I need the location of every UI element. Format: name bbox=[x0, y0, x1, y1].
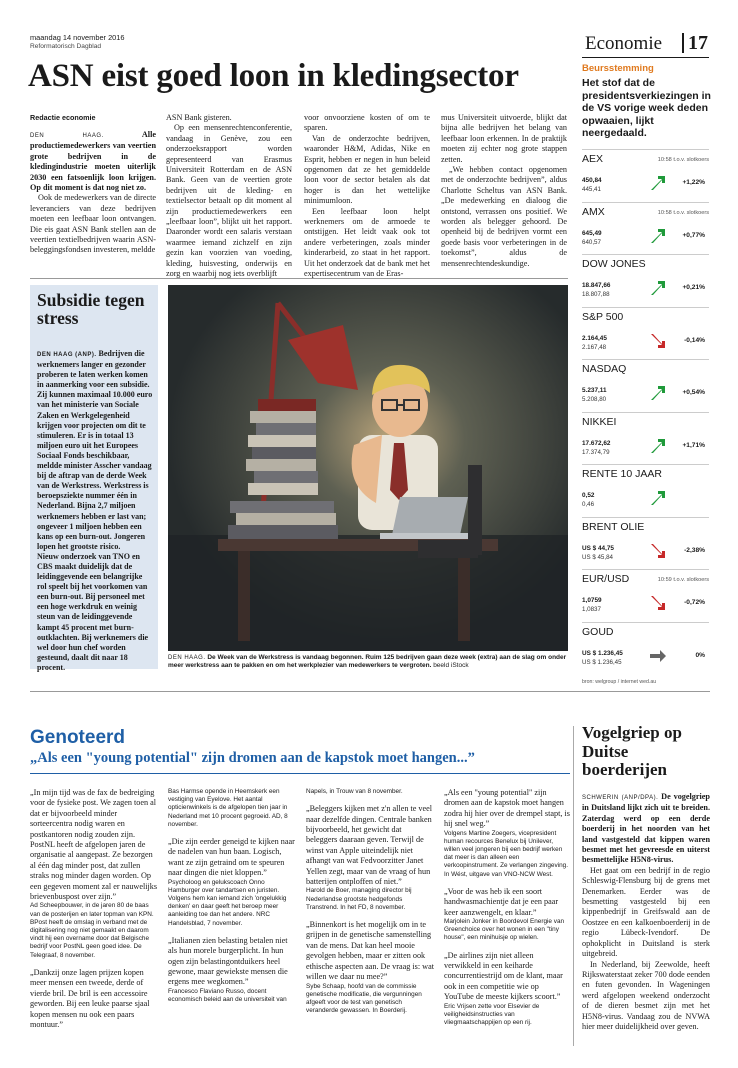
caption-location: DEN HAAG. bbox=[168, 655, 206, 661]
source-russo: Francesco Flaviano Russo, docent economisch beleid aan de universiteit van bbox=[168, 987, 287, 1004]
trend-up-icon bbox=[649, 437, 667, 455]
source-harmse: Bas Harmse opende in Heemskerk een vestiging van Eyelove. Het aantal opticienwinkels is de afgelopen tien jaar in Nederland met 10 procent gegroeid. AD, 8 november. bbox=[168, 788, 288, 828]
stress-text-2: Nieuw onderzoek van TNO en CBS maakt duidelijk dat de leidinggevende een belangrijke rol speelt bij het voorkomen van een burn-out. Bij personeel met een hoge werkdruk en weinig steun van de leidinggevende kampt 45 procent met burn-outklachten. Bij werknemers die wel door hun chef worden gesteund, daalt dit naar 18 procent. bbox=[37, 551, 149, 672]
trend-up-icon bbox=[649, 384, 667, 402]
birdflu-body-2: In Nederland, bij Zeewolde, heeft Rijkswaterstaat zeker 700 dode eenden en futen gevonden. In Wageningen werd afgelopen weekend onderzocht of de dieren besmet zijn met het H5N8-virus. Vandaag zou de NVWA hier meer duidelijkheid over geven. bbox=[582, 959, 710, 1031]
lead-bottom-rule bbox=[30, 278, 568, 279]
section-header bbox=[582, 30, 709, 54]
birdflu-location: SCHWERIN (ANP/DPA). bbox=[582, 795, 659, 801]
market-previous: 5.208,80 bbox=[582, 396, 607, 403]
lead-col4-body2: „We hebben contact opgenomen met de onderzochte bedrijven”, aldus Charlotte Scheltus van ASN Bank. „De medewerking en dialoog die ontstond, verrassen ons positief. We worden als belegger gehoord. De openheid bij de bedrijven vormt een goede basis voor verbeteringen in de toekomst”, aldus de mensenrechtendeskundige. bbox=[441, 165, 567, 268]
lead-col3-body: voor onvoorziene kosten of om te sparen. bbox=[304, 113, 430, 133]
caption-text: De Week van de Werkstress is vandaag begonnen. Ruim 125 bedrijven gaan deze week (extra) aan de slag om onder meer werkstress aan te pakken en om het werkplezier van medewerkers te vergroten. bbox=[168, 654, 567, 670]
market-note: 10:58 t.o.v. slotkoers bbox=[657, 209, 709, 216]
source-schaap: Sybe Schaap, hoofd van de commissie genetische modificatie, die vergunningen afgeeft voor de test van genetisch veranderde gewassen. In Boerderij. bbox=[306, 982, 422, 1015]
masthead-rule bbox=[582, 57, 709, 58]
section-rule bbox=[30, 691, 710, 692]
market-value: US $ 44,75 bbox=[582, 544, 614, 552]
trend-up-icon bbox=[649, 279, 667, 297]
market-change: +1,22% bbox=[682, 179, 705, 186]
birdflu-body-1: Het gaat om een bedrijf in de regio Schleswig-Flensburg bij de grens met Denemarken. Eerder was de besmetting vastgesteld bij een kippenbedrijf in Greifswald aan de Oostzee en een kalkoenboerderij in de regio Lübeck-Ivendorf. De ophokplicht in Duitsland is sterk uitgebreid. bbox=[582, 865, 710, 959]
market-value: 2.164,45 bbox=[582, 334, 607, 342]
market-row bbox=[582, 307, 709, 360]
market-value: 5.237,11 bbox=[582, 387, 607, 394]
source-hamburger: Psycholoog en gelukscoach Onno Hamburger over tandartsen en juristen. Volgens hem kan iemand zich 'ongelukkig denken' en daar geeft het beroep meer aanleiding toe dan het andere. NRC Handelsblad, 7 november. bbox=[168, 878, 287, 927]
market-name: RENTE 10 JAAR bbox=[582, 468, 662, 480]
trend-flat-icon bbox=[649, 647, 667, 665]
lead-column-4 bbox=[441, 113, 567, 269]
quotes-column-1 bbox=[30, 788, 158, 1030]
market-change: +0,77% bbox=[682, 231, 705, 239]
photo-credit: beeld iStock bbox=[433, 662, 469, 670]
lead-col4-body: mus Universiteit uitvoerde, blijkt dat bijna alle bedrijven het belang van leefbaar loon erkennen. In de praktijk moeten zij echter nog grote stappen zetten. bbox=[441, 113, 567, 164]
source-vrijsen: Eric Vrijsen zette voor Elsevier de veiligheidsinstructies van vliegmaatschappijen op een rij. bbox=[444, 1002, 540, 1027]
market-change: +0,54% bbox=[682, 389, 705, 396]
trend-down-icon bbox=[649, 542, 667, 560]
market-previous: 17.374,79 bbox=[582, 448, 610, 456]
market-name: GOUD bbox=[582, 625, 614, 638]
lead-col3-body2: Van de onderzochte bedrijven, waaronder H&M, Adidas, Nike en Esprit, hebben er negen in hun beleid opgenomen dat ze het gemiddelde loon voor de sector betalen als dat hoger is dan het wettelijke minimumloon. bbox=[304, 133, 430, 206]
issue-date: maandag 14 november 2016 bbox=[30, 33, 125, 42]
lead-column-2 bbox=[166, 113, 292, 280]
birdflu-intro: De vogelgriep in Duitsland lijkt zich uit te breiden. Zaterdag werd op een derde boerderij in het noorden van het land vastgesteld dat kippen waren besmet met het gevreesde en uiterst besmettelijke H5N8-virus. bbox=[582, 792, 710, 865]
market-change: +0,21% bbox=[682, 284, 705, 291]
stress-text: Bedrijven die werknemers langer en gezonder proberen te laten werken komen in aanmerking voor een subsidie. Zij kunnen maximaal 10.000 euro van het ministerie van Sociale Zaken en Werkgelegenheid krijgen voor projecten om dit te stimuleren. Er is in totaal 13 miljoen euro uit het Europees Sociaal Fonds beschikbaar, meldde minister Asscher vandaag bij de aftrap van de derde Week van de Werkstress. Werkstress is beroepsziekte nummer één in Nederland. Bijna 2,7 miljoen werknemers hebben er last van; ongeveer 1 miljoen hebben een kans op een burn-out. Jongeren lopen het grootste risico. bbox=[37, 349, 153, 551]
lead-headline: ASN eist goed loon in kledingsector bbox=[28, 58, 519, 94]
trend-down-icon bbox=[649, 594, 667, 612]
source-zoegers: Volgens Martine Zoegers, vicepresident human recources Benelux bij Unilever, willen veel jongeren bij een bedrijf werken dat meer is dan alleen een verkoopinstrument. Ze verlangen zingeving. In Wést, uitgave van VNO-NCW West. bbox=[444, 829, 568, 878]
quote-handwas: „Voor de was heb ik een soort handwasmachientje dat je een paar keer aanzwengelt, en klaar.” bbox=[444, 886, 559, 917]
market-note: 10:59 t.o.v. slotkoers bbox=[657, 577, 709, 583]
quote-young-potential: „Als een "young potential" zijn dromen aan de kapstok moet hangen zodra hij hier over de drempel stapt, is hij snel weg.” bbox=[444, 788, 570, 829]
market-row bbox=[582, 622, 709, 675]
market-value: 450,84 bbox=[582, 177, 602, 184]
market-name: AMX bbox=[582, 205, 605, 218]
trend-up-icon bbox=[649, 227, 667, 245]
lead-column-1 bbox=[30, 130, 156, 256]
genoteerd-headline: „Als een "young potential" zijn dromen aan de kapstok moet hangen...” bbox=[30, 750, 475, 766]
section-name: Economie bbox=[585, 33, 663, 54]
quotes-column-2 bbox=[168, 788, 296, 1004]
markets-source: bron: welgroup / internet wed.au bbox=[582, 679, 657, 685]
quote-beleggers: „Beleggers kijken met z'n allen te veel naar dezelfde dingen. Centrale banken bijvoorbeeld, het gewicht dat beleggers daaraan geven. Terwijl de winst van Apple uiteindelijk niet afhangt van wat Fedvoorzitter Janet Yellen zegt, maar van de vraag of hun batterijen ontploffen of niet.” bbox=[306, 804, 433, 887]
market-value: 17.672,62 bbox=[582, 439, 611, 447]
market-name: DOW JONES bbox=[582, 258, 646, 270]
quote-fax: „In mijn tijd was de fax de bedreiging voor de fysieke post. We zagen toen al dat er bijvoorbeeld minder sorteercentra nodig waren en postkantoren nodig zouden zijn. PostNL heeft de afgelopen jaren de organisatie al aangepast. Ze bezorgen al één dag minder post, dat zullen straks nog minder dagen worden. Op een gegeven moment zal er nauwelijks brievenbuspost over zijn.” bbox=[30, 788, 158, 902]
market-name: NASDAQ bbox=[582, 363, 627, 375]
source-trouw: Napels, in Trouw van 8 november. bbox=[306, 788, 403, 795]
market-previous: 1,0837 bbox=[582, 606, 601, 613]
market-row bbox=[582, 149, 709, 202]
market-previous: 0,46 bbox=[582, 501, 595, 508]
market-row bbox=[582, 569, 709, 622]
lead-col2-body: ASN Bank gisteren. bbox=[166, 113, 232, 122]
column-separator bbox=[573, 726, 574, 1046]
quotes-column-4 bbox=[444, 788, 570, 1027]
market-name: AEX bbox=[582, 153, 604, 165]
market-change: -0,14% bbox=[684, 336, 705, 344]
trend-up-icon bbox=[649, 489, 667, 507]
market-note: 10:58 t.o.v. slotkoers bbox=[657, 157, 709, 163]
market-previous: 640,57 bbox=[582, 238, 601, 246]
market-change: -0,72% bbox=[684, 599, 705, 606]
lead-col2-body2: Op een mensenrechtenconferentie, vandaag in Genève, zou een onderzoeksrapport worden gepresenteerd van Erasmus Universiteit Rotterdam en de ASN Bank. Geen van de veertien grote bedrijven uit de kleding- en textielsector betaalt op dit moment al zijn productiemedewerkers een „leefbaar loon”, blijkt uit het rapport. Daaronder wordt een salaris verstaan waarmee iemand zichzelf en zijn gezin kan voorzien van voeding, kleding, huisvesting, onderwijs en zorg en waarbij nog iets overblijft bbox=[166, 123, 292, 279]
paper-name: Reformatorisch Dagblad bbox=[30, 43, 102, 50]
stress-headline: Subsidie tegen stress bbox=[37, 290, 145, 328]
lead-intro: Alle productiemedewerkers van veertien grote bedrijven in de kledingindustrie moeten uiterlijk 2030 een fatsoenlijk loon krijgen. Op dit moment is dat nog niet zo. bbox=[30, 130, 156, 193]
genoteerd-label: Genoteerd bbox=[30, 727, 126, 748]
market-name: EUR/USD bbox=[582, 573, 630, 585]
market-value: 18.847,66 bbox=[582, 282, 611, 289]
market-row bbox=[582, 202, 709, 255]
market-value: 645,49 bbox=[582, 229, 602, 237]
photo-caption bbox=[168, 654, 568, 671]
lead-col3-body3: Een leefbaar loon helpt werknemers om de armoede te ontstijgen. Het leidt vaak ook tot andere verbeteringen, zoals minder kinderarbeid, zo staat in het rapport. Uit het onderzoek dat de bank met het expertisecentrum van de Eras- bbox=[304, 206, 430, 279]
stressed-worker-illustration bbox=[168, 285, 568, 651]
lead-column-3 bbox=[304, 113, 430, 280]
market-value: 0,52 bbox=[582, 492, 595, 499]
market-name: NIKKEI bbox=[582, 415, 617, 428]
market-row bbox=[582, 412, 709, 465]
market-previous: US $ 1.236,45 bbox=[582, 658, 622, 666]
stress-photo bbox=[168, 285, 568, 651]
lead-col1-body: Ook de medewerkers van de directe leveranciers van deze bedrijven moeten een leefbaar loon ontvangen. Die eis gaat ASN Bank stellen aan de veertien textielbedrijven waarin ASN-beleggingsfondsen investeren, meldde bbox=[30, 193, 156, 255]
source-deboer: Harold de Boer, managing director bij Nederlandse grootste hedgefonds Transtrend. In het FD, 8 november. bbox=[306, 887, 412, 911]
page-number: 17 bbox=[688, 32, 708, 54]
quote-italianen: „Italianen zien belasting betalen niet als hun morele burgerplicht. In hun ogen zijn belastingontduikers heel gewone, maar gewiekste mensen die ergens mee wegkomen.” bbox=[168, 935, 288, 987]
birdflu-body bbox=[582, 792, 710, 1032]
market-row bbox=[582, 517, 709, 570]
stress-body bbox=[37, 349, 153, 673]
section-divider bbox=[682, 33, 684, 53]
trend-up-icon bbox=[649, 174, 667, 192]
markets-headline: Het stof dat de presidentsverkiezingen in de VS vorige week deden opwaaien, lijkt neergedaald. bbox=[582, 77, 711, 139]
stress-sidebar bbox=[30, 285, 158, 672]
market-row bbox=[582, 464, 709, 517]
quotes-column-3 bbox=[306, 788, 434, 1015]
market-change: 0% bbox=[695, 651, 705, 659]
market-previous: 445,41 bbox=[582, 186, 601, 193]
market-name: S&P 500 bbox=[582, 310, 624, 323]
stress-location: DEN HAAG (ANP). bbox=[37, 352, 97, 358]
market-row bbox=[582, 359, 709, 412]
birdflu-headline: Vogelgriep op Duitse boerderijen bbox=[582, 723, 682, 779]
market-previous: US $ 45,84 bbox=[582, 553, 613, 561]
markets-kicker: Beursstemming bbox=[582, 63, 654, 74]
lead-location: DEN HAAG. bbox=[30, 133, 104, 139]
market-change: +1,71% bbox=[682, 441, 705, 449]
market-previous: 18.807,88 bbox=[582, 291, 610, 298]
source-jonker: Marjolein Jonker in Boordevol Energie van Greenchoice over het wonen in een "tiny house", een minihuisje op wielen. bbox=[444, 918, 565, 942]
genoteerd-rule bbox=[30, 773, 570, 774]
market-change: -2,38% bbox=[684, 546, 705, 554]
quote-nadelen: „Die zijn eerder geneigd te kijken naar de nadelen van hun baan. Logisch, want ze zijn getraind om te speuren naar dingen die niet kloppen.” bbox=[168, 837, 295, 878]
lead-byline: Redactie economie bbox=[30, 113, 96, 122]
quote-genetisch: „Binnenkort is het mogelijk om in te grijpen in de genetische samenstelling van de mens. Dat kan heel mooie gevolgen hebben, maar er zitten ook ethische aspecten aan. De vraag is: wat willen we daar nu mee?” bbox=[306, 920, 434, 982]
market-previous: 2.167,48 bbox=[582, 343, 607, 351]
quote-bril: „Dankzij onze lagen prijzen kopen meer mensen een tweede, derde of vierde bril. De bril is een accessoire geworden. Bij een leuke paarse sjaal kopen mensen nu ook een paars montuur.” bbox=[30, 967, 150, 1029]
market-name: BRENT OLIE bbox=[582, 520, 645, 533]
market-row bbox=[582, 254, 709, 307]
quote-airlines: „De airlines zijn niet alleen verwikkeld in een keiharde concurrentiestrijd om de klant, maar ook in een competitie wie op YouTube de meeste kijkers scoort.” bbox=[444, 950, 563, 1002]
trend-down-icon bbox=[649, 332, 667, 350]
market-value: US $ 1.236,45 bbox=[582, 649, 623, 657]
market-value: 1,0759 bbox=[582, 597, 602, 604]
source-scheepbouwer: Ad Scheepbouwer, in de jaren 80 de baas van de posterijen en later topman van KPN. BPost heeft de omslag in verband met de digitalisering nog niet gemaakt en daarom vindt hij een overname door dat Belgische bedrijf voor PostNL geen goed idee. De Telegraaf, 8 november. bbox=[30, 902, 154, 959]
